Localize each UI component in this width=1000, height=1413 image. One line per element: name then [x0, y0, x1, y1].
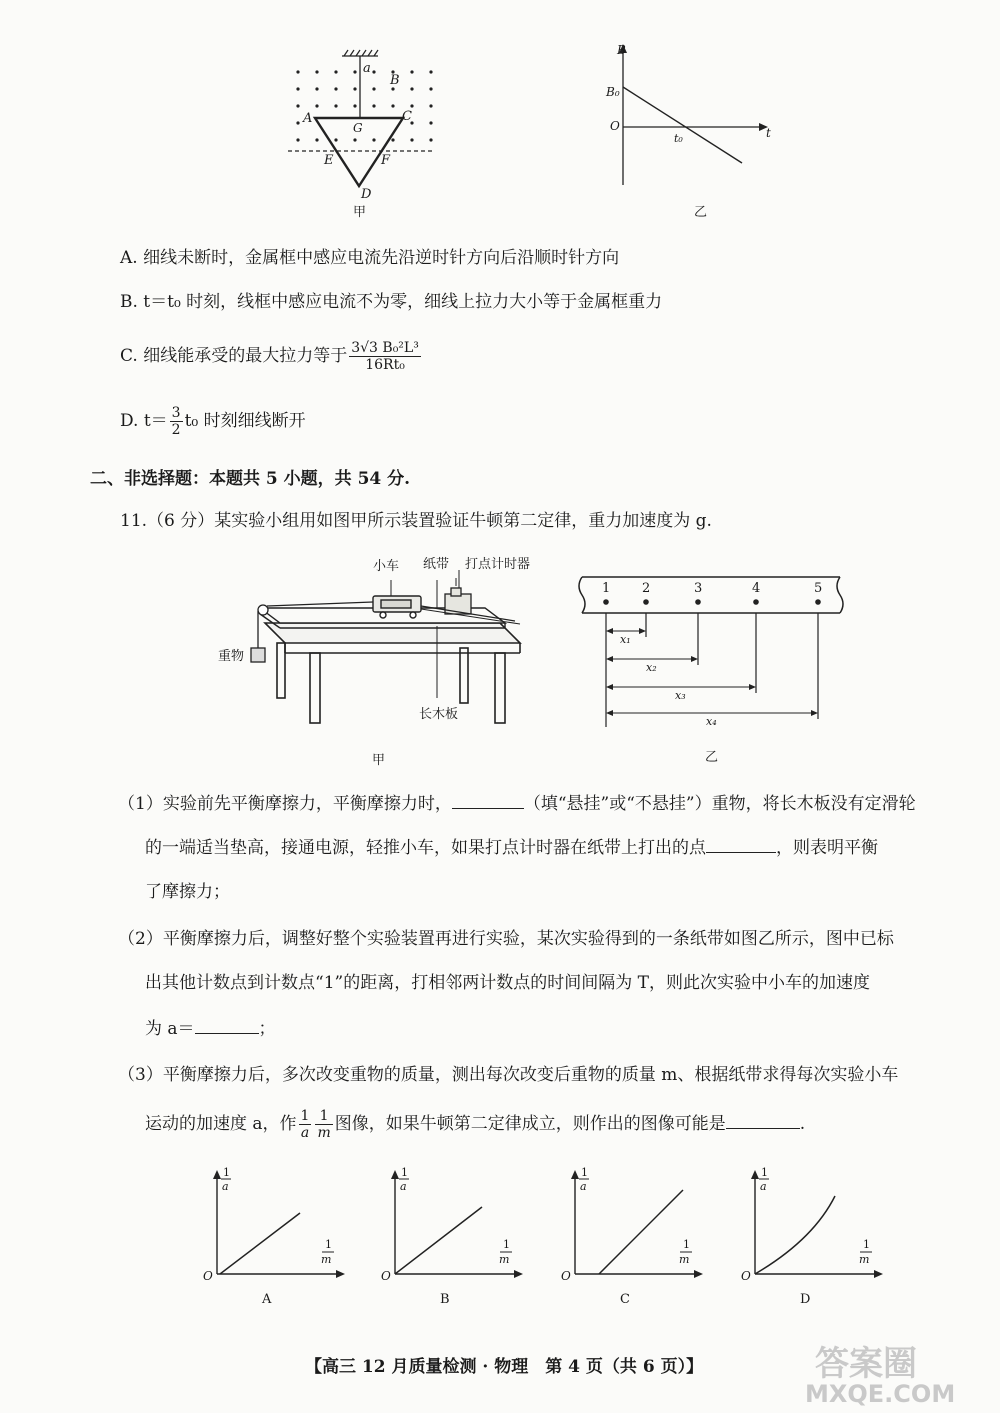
field-dot	[334, 138, 337, 141]
frac-1-over-m	[315, 1108, 332, 1141]
graph-origin: O	[561, 1269, 571, 1283]
graph-caption: D	[800, 1292, 811, 1307]
option-d	[120, 405, 306, 438]
count-point-5	[815, 599, 821, 605]
answer-blank-3[interactable]	[195, 1015, 259, 1034]
p3-c: 图像，如果牛顿第二定律成立，则作出的图像可能是	[334, 1114, 726, 1134]
tape-strip	[579, 577, 843, 613]
count-point-label: 3	[694, 581, 703, 596]
option-d-suffix: t₀ 时刻细线断开	[184, 411, 306, 431]
graph-x-label-num: 1	[503, 1238, 510, 1251]
arrowhead	[213, 1170, 221, 1179]
field-dot	[391, 104, 394, 107]
graph-line	[599, 1190, 683, 1274]
magnetic-field-dots	[296, 70, 432, 141]
option-a: A. 细线未断时，金属框中感应电流先沿逆时针方向后沿顺时针方向	[120, 248, 620, 268]
figure-caption-yi: 乙	[694, 205, 708, 220]
hanging-weight	[251, 648, 265, 662]
arrowhead	[606, 656, 613, 662]
graph-y-label-den: a	[222, 1180, 229, 1193]
watermark-logo: 答案圈	[815, 1344, 917, 1384]
caption-jia: 甲	[372, 753, 386, 768]
label-tape: 纸带	[423, 557, 450, 572]
field-dot	[315, 87, 318, 90]
fraction-numerator: 3	[171, 405, 181, 421]
arrowhead	[694, 1270, 703, 1278]
option-graph-D	[741, 1166, 883, 1307]
graph-x-label-num: 1	[325, 1238, 332, 1251]
caption-yi: 乙	[705, 750, 719, 765]
q11-part1-line1	[118, 790, 916, 817]
arrowhead	[571, 1170, 579, 1179]
arrowhead	[691, 656, 698, 662]
graph-y-label-num: 1	[581, 1166, 588, 1179]
graph-caption: A	[262, 1292, 272, 1307]
p1-e: 了摩擦力；	[145, 882, 230, 902]
graph-origin: O	[741, 1269, 751, 1283]
arrowhead	[606, 710, 613, 716]
field-dot	[429, 87, 432, 90]
fraction-denominator: 16Rt₀	[365, 357, 405, 373]
option-graph-B	[381, 1166, 523, 1307]
field-dot	[315, 138, 318, 141]
field-dot	[353, 70, 356, 73]
graph-y-label-num: 1	[761, 1166, 768, 1179]
label-a: a	[363, 61, 371, 76]
count-point-2	[643, 599, 649, 605]
count-point-1	[603, 599, 609, 605]
axis-label-t: t	[766, 126, 771, 140]
frac-num: 1	[300, 1108, 310, 1124]
graph-line	[220, 1213, 300, 1274]
graph-x-label-den: m	[499, 1253, 510, 1266]
option-d-prefix: D. t＝	[120, 411, 168, 431]
field-dot	[315, 104, 318, 107]
field-dot	[353, 87, 356, 90]
origin-label: O	[610, 119, 620, 133]
answer-blank-2[interactable]	[706, 834, 776, 853]
dist-label-2: x₂	[646, 661, 657, 674]
p2-a: （2）平衡摩擦力后，调整好整个实验装置再进行实验，某次实验得到的一条纸带如图乙所示，图中已标	[118, 929, 894, 949]
p2-c: 为 a＝	[145, 1019, 195, 1039]
option-c	[120, 340, 423, 373]
field-dot	[429, 121, 432, 124]
field-dot	[315, 70, 318, 73]
p1-a: （1）实验前先平衡摩擦力，平衡摩擦力时，	[118, 794, 452, 814]
b-line	[623, 87, 742, 163]
field-dot	[410, 138, 413, 141]
option-graph-C	[561, 1166, 703, 1307]
graph-x-label-den: m	[321, 1253, 332, 1266]
table	[265, 623, 520, 723]
graph-x-label-den: m	[859, 1253, 870, 1266]
label-b: B	[390, 73, 400, 88]
count-point-label: 4	[752, 581, 761, 596]
p1-b: （填“悬挂”或“不悬挂”）重物，将长木板没有定滑轮	[523, 794, 916, 814]
figure-caption-jia: 甲	[353, 205, 367, 220]
count-point-4	[753, 599, 759, 605]
field-dot	[296, 70, 299, 73]
b0-label: B₀	[606, 85, 620, 99]
field-dot	[296, 121, 299, 124]
fraction-numerator: 3√3 B₀²L³	[351, 340, 419, 356]
count-point-label: 1	[602, 581, 611, 596]
axis-label-b: B	[617, 43, 626, 57]
frac-1-over-a	[299, 1108, 312, 1141]
label-D: D	[361, 187, 372, 202]
field-dot	[429, 70, 432, 73]
graph-line	[755, 1196, 835, 1274]
field-dot	[334, 104, 337, 107]
q11-part3-line2	[145, 1108, 805, 1141]
arrowhead	[751, 1170, 759, 1179]
arrowhead	[514, 1270, 523, 1278]
arrowhead	[811, 710, 818, 716]
graph-line	[395, 1207, 482, 1274]
field-dot	[410, 70, 413, 73]
frac-den: a	[300, 1125, 310, 1141]
field-dot	[334, 87, 337, 90]
field-dot	[372, 87, 375, 90]
field-dot	[296, 104, 299, 107]
arrowhead	[336, 1270, 345, 1278]
graph-caption: C	[620, 1292, 630, 1307]
p3-d: .	[799, 1114, 806, 1134]
option-graphs	[195, 1160, 905, 1310]
graph-y-label-den: a	[580, 1180, 587, 1193]
section-heading: 二、非选择题：本题共 5 小题，共 54 分.	[90, 469, 411, 489]
count-point-3	[695, 599, 701, 605]
field-dot	[296, 87, 299, 90]
field-dot	[334, 70, 337, 73]
figure-yi-bt-graph	[590, 40, 790, 220]
fraction-denominator: 2	[171, 422, 181, 438]
dot-timer	[445, 578, 471, 614]
arrowhead	[639, 628, 646, 634]
q11-part2-line3	[145, 1015, 276, 1042]
option-b: B. t＝t₀ 时刻，线框中感应电流不为零，细线上拉力大小等于金属框重力	[120, 292, 663, 312]
answer-blank-1[interactable]	[452, 790, 524, 809]
graph-y-label-den: a	[760, 1180, 767, 1193]
p1-c: 的一端适当垫高，接通电源，轻推小车，如果打点计时器在纸带上打出的点	[145, 838, 706, 858]
field-dot	[429, 104, 432, 107]
label-E: E	[324, 153, 334, 168]
graph-x-label-num: 1	[683, 1238, 690, 1251]
apparatus-figure	[215, 548, 545, 770]
field-dot	[372, 138, 375, 141]
arrowhead	[391, 1170, 399, 1179]
ceiling-hatch	[342, 50, 378, 56]
count-point-label: 5	[814, 581, 823, 596]
graph-y-label-num: 1	[223, 1166, 230, 1179]
p3-b: 运动的加速度 a，作	[145, 1114, 297, 1134]
option-d-fraction	[170, 405, 183, 438]
graph-x-label-num: 1	[863, 1238, 870, 1251]
p3-a: （3）平衡摩擦力后，多次改变重物的质量，测出每次改变后重物的质量 m、根据纸带求得每次实验小车	[118, 1065, 899, 1085]
graph-y-label-den: a	[400, 1180, 407, 1193]
label-A: A	[303, 111, 313, 126]
label-weight: 重物	[218, 649, 245, 664]
graph-y-label-num: 1	[401, 1166, 408, 1179]
p2-b: 出其他计数点到计数点“1”的距离，打相邻两计数点的时间间隔为 T，则此次实验中小车的加速度	[145, 973, 870, 993]
label-timer: 打点计时器	[465, 557, 531, 572]
arrowhead	[606, 628, 613, 634]
field-dot	[353, 104, 356, 107]
arrowhead	[606, 684, 613, 690]
frac-den: m	[317, 1125, 331, 1141]
graph-x-label-den: m	[679, 1253, 690, 1266]
label-F: F	[381, 153, 391, 168]
field-dot	[429, 138, 432, 141]
count-point-label: 2	[642, 581, 651, 596]
dist-label-1: x₁	[620, 633, 631, 646]
field-dot	[410, 87, 413, 90]
field-dot	[391, 138, 394, 141]
p1-d: ，则表明平衡	[776, 838, 878, 858]
dist-label-3: x₃	[675, 689, 686, 702]
watermark-url: MXQE.COM	[805, 1380, 956, 1408]
dist-label-4: x₄	[706, 715, 717, 728]
graph-caption: B	[440, 1292, 450, 1307]
label-board: 长木板	[419, 707, 459, 722]
arrowhead	[874, 1270, 883, 1278]
tape-figure	[570, 565, 850, 770]
field-dot	[410, 104, 413, 107]
q11-part1-line2	[145, 834, 878, 861]
figure-jia-frame	[280, 40, 450, 220]
option-c-prefix: C. 细线能承受的最大拉力等于	[120, 346, 348, 366]
arrowhead	[749, 684, 756, 690]
page-footer: 【高三 12 月质量检测 · 物理 第 4 页（共 6 页）】	[305, 1357, 704, 1377]
graph-origin: O	[381, 1269, 391, 1283]
option-c-fraction	[349, 340, 421, 373]
field-dot	[296, 138, 299, 141]
label-cart: 小车	[373, 559, 400, 574]
graph-origin: O	[203, 1269, 213, 1283]
p2-d: ；	[258, 1019, 276, 1039]
field-dot	[353, 138, 356, 141]
frac-num: 1	[315, 1108, 332, 1125]
answer-blank-4[interactable]	[726, 1110, 800, 1129]
field-dot	[372, 70, 375, 73]
q11-stem: 11.（6 分）某实验小组用如图甲所示装置验证牛顿第二定律，重力加速度为 g.	[120, 511, 712, 531]
option-graph-A	[203, 1166, 345, 1307]
label-G: G	[353, 121, 363, 135]
t0-label: t₀	[674, 132, 683, 145]
field-dot	[372, 104, 375, 107]
label-C: C	[402, 109, 412, 124]
